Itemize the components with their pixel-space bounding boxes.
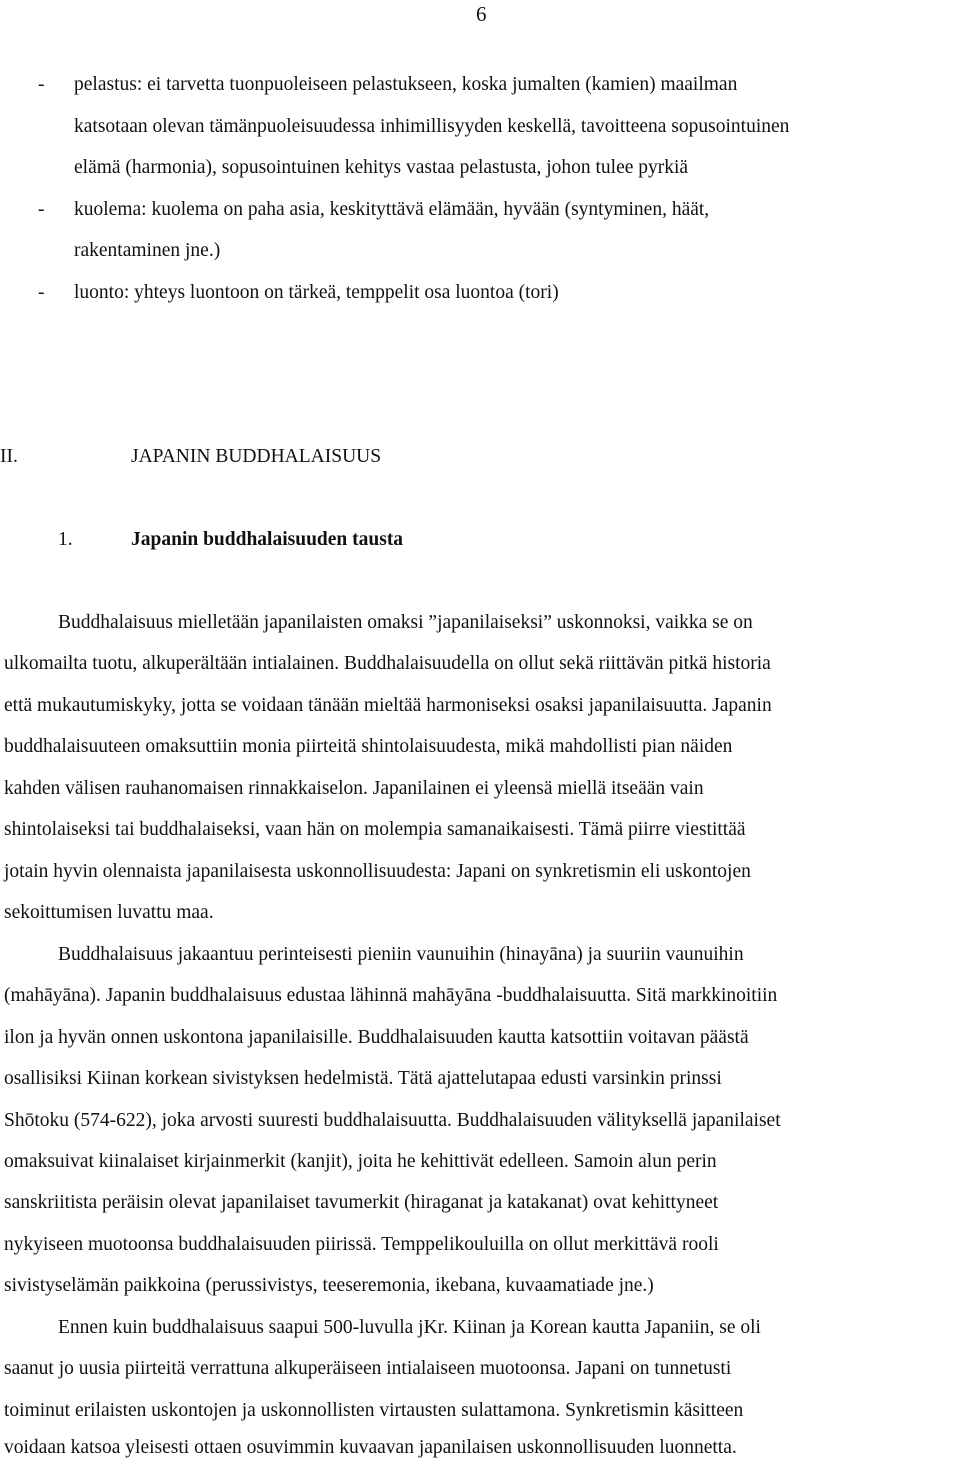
bullet-marker: -	[38, 199, 45, 220]
paragraph-line: jotain hyvin olennaista japanilaisesta uskonnollisuudesta: Japani on synkretismin eli uskontojen	[4, 861, 751, 882]
paragraph-line: buddhalaisuuteen omaksuttiin monia piirteitä shintolaisuudesta, mikä mahdollisti pian näiden	[4, 736, 733, 757]
paragraph-line: Buddhalaisuus mielletään japanilaisten omaksi ”japanilaiseksi” uskonnoksi, vaikka se on	[58, 612, 753, 633]
paragraph-line: saanut jo uusia piirteitä verrattuna alkuperäiseen intialaiseen muotoonsa. Japani on tunnetusti	[4, 1358, 732, 1379]
paragraph-line: että mukautumiskyky, jotta se voidaan tänään mieltää harmoniseksi osaksi japanilaisuutta. Japanin	[4, 695, 772, 716]
paragraph-line: voidaan katsoa yleisesti ottaen osuvimmin kuvaavan japanilaisen uskonnollisuuden luonnetta.	[4, 1437, 737, 1458]
paragraph-line: shintolaiseksi tai buddhalaiseksi, vaan hän on molempia samanaikaisesti. Tämä piirre viestittää	[4, 819, 746, 840]
paragraph-line: Shōtoku (574-622), joka arvosti suuresti buddhalaisuutta. Buddhalaisuuden välityksellä japanilaiset	[4, 1110, 781, 1131]
paragraph-line: ulkomailta tuotu, alkuperältään intialainen. Buddhalaisuudella on ollut sekä riittävän pitkä historia	[4, 653, 771, 674]
paragraph-line: (mahāyāna). Japanin buddhalaisuus edustaa lähinnä mahāyāna -buddhalaisuutta. Sitä markkinoitiin	[4, 985, 778, 1006]
bullet-line: kuolema: kuolema on paha asia, keskityttävä elämään, hyvään (syntyminen, häät,	[74, 199, 710, 220]
bullet-line: katsotaan olevan tämänpuoleisuudessa inhimillisyyden keskellä, tavoitteena sopusointuinen	[74, 116, 790, 137]
section-title: JAPANIN BUDDHALAISUUS	[131, 446, 382, 467]
bullet-marker: -	[38, 282, 45, 303]
paragraph-line: ilon ja hyvän onnen uskontona japanilaisille. Buddhalaisuuden kautta katsottiin voitavan päästä	[4, 1027, 749, 1048]
subsection-title: Japanin buddhalaisuuden tausta	[131, 529, 404, 550]
paragraph-line: toiminut erilaisten uskontojen ja uskonnollisten virtausten sulattamona. Synkretismin käsitteen	[4, 1400, 744, 1421]
paragraph-line: nykyiseen muotoonsa buddhalaisuuden piirissä. Temppelikouluilla on ollut merkittävä rooli	[4, 1234, 719, 1255]
paragraph-line: sekoittumisen luvattu maa.	[4, 902, 214, 923]
section-number: II.	[0, 446, 18, 467]
bullet-line: elämä (harmonia), sopusointuinen kehitys vastaa pelastusta, johon tulee pyrkiä	[74, 157, 689, 178]
paragraph-line: kahden välisen rauhanomaisen rinnakkaiselon. Japanilainen ei yleensä miellä itseään vain	[4, 778, 704, 799]
bullet-line: rakentaminen jne.)	[74, 240, 221, 261]
paragraph-line: sivistyselämän paikkoina (perussivistys, teeseremonia, ikebana, kuvaamatiade jne.)	[4, 1275, 654, 1296]
bullet-line: luonto: yhteys luontoon on tärkeä, temppelit osa luontoa (tori)	[74, 282, 559, 303]
bullet-line: pelastus: ei tarvetta tuonpuoleiseen pelastukseen, koska jumalten (kamien) maailman	[74, 74, 738, 95]
paragraph-line: sanskriitista peräisin olevat japanilaiset tavumerkit (hiraganat ja katakanat) ovat kehittyneet	[4, 1192, 719, 1213]
paragraph-line: Buddhalaisuus jakaantuu perinteisesti pieniin vaunuihin (hinayāna) ja suuriin vaunuihin	[58, 944, 744, 965]
paragraph-line: Ennen kuin buddhalaisuus saapui 500-luvulla jKr. Kiinan ja Korean kautta Japaniin, se oli	[58, 1317, 761, 1338]
paragraph-line: omaksuivat kiinalaiset kirjainmerkit (kanjit), joita he kehittivät edelleen. Samoin alun perin	[4, 1151, 717, 1172]
subsection-number: 1.	[58, 529, 73, 550]
bullet-marker: -	[38, 74, 45, 95]
paragraph-line: osallisiksi Kiinan korkean sivistyksen hedelmistä. Tätä ajattelutapaa edusti varsinkin prinssi	[4, 1068, 722, 1089]
page-number: 6	[476, 2, 487, 26]
